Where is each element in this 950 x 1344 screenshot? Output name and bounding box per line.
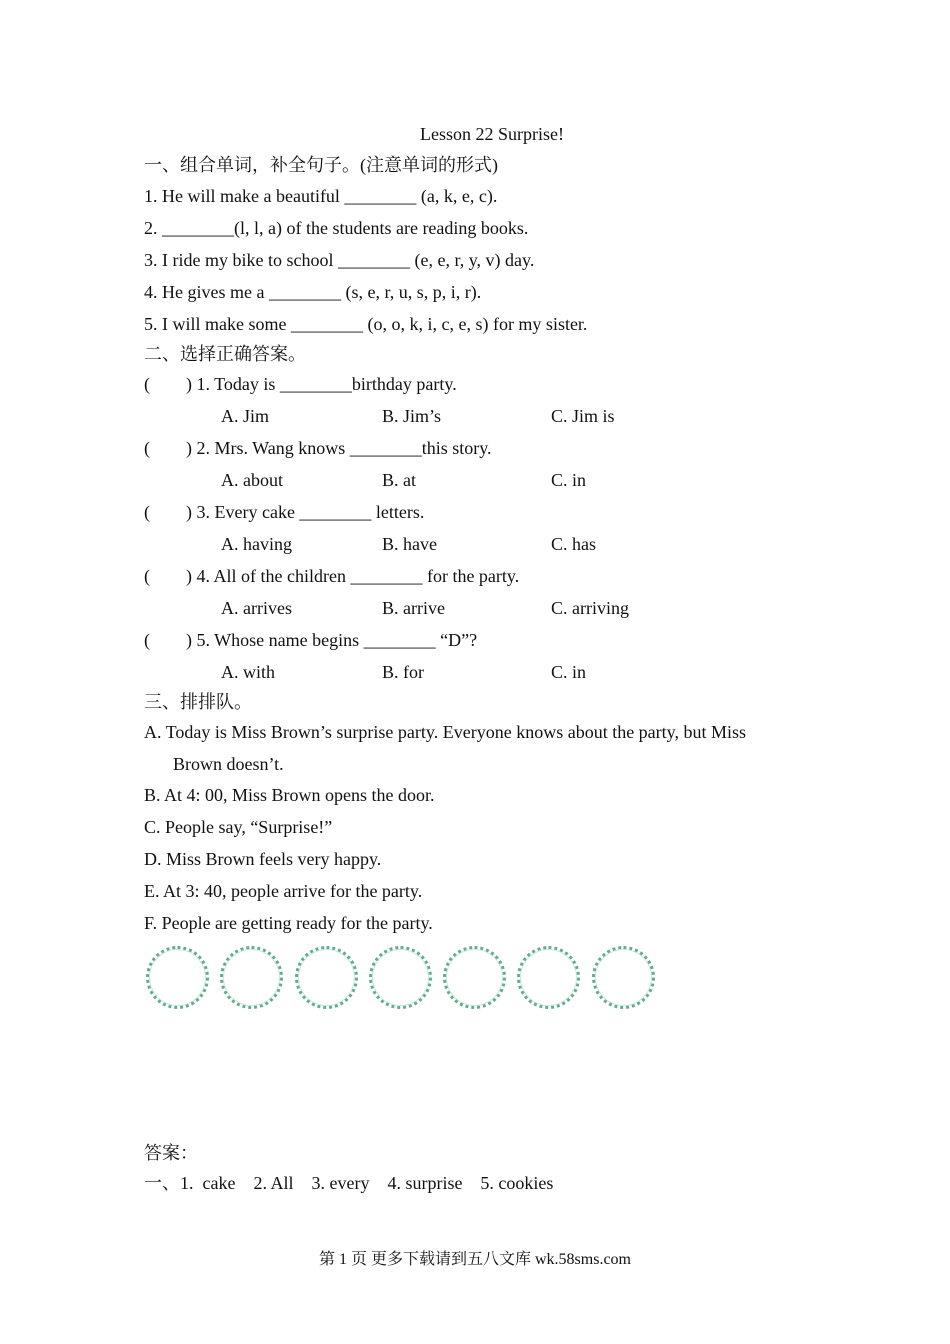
question-4-stem: ( ) 4. All of the children ________ for the party. [144, 566, 520, 586]
lesson-title: Lesson 22 Surprise! [420, 124, 564, 144]
page-footer: 第 1 页 更多下载请到五八文库 wk.58sms.com [318, 1251, 631, 1268]
section1-heading: 一、组合单词，补全句子。(注意单词的形式) [144, 155, 498, 175]
section3-heading: 三、排排队。 [144, 692, 252, 712]
question-3-option-b: B. have [382, 534, 437, 554]
section3-item-f: F. People are getting ready for the party. [144, 913, 433, 933]
answers-line-1: 一、1. cake 2. All 3. every 4. surprise 5. cookies [144, 1173, 554, 1193]
section1-item-2: 2. ________(l, l, a) of the students are reading books. [144, 218, 529, 238]
section3-item-d: D. Miss Brown feels very happy. [144, 849, 382, 869]
section3-item-a-line1: A. Today is Miss Brown’s surprise party. Everyone knows about the party, but Miss [144, 722, 747, 742]
section1-item-1: 1. He will make a beautiful ________ (a, k, e, c). [144, 186, 498, 206]
question-1-option-b: B. Jim’s [382, 406, 442, 426]
question-4-option-b: B. arrive [382, 598, 445, 618]
question-5-option-c: C. in [551, 662, 587, 682]
question-3-option-c: C. has [551, 534, 596, 554]
question-1-stem: ( ) 1. Today is ________birthday party. [144, 374, 457, 394]
question-4-option-c: C. arriving [551, 598, 629, 618]
question-5-option-b: B. for [382, 662, 424, 682]
question-1-option-a: A. Jim [221, 406, 270, 426]
answer-circle-6[interactable] [517, 946, 580, 1009]
section2-heading: 二、选择正确答案。 [144, 344, 306, 364]
answers-heading: 答案： [144, 1143, 198, 1163]
question-5-stem: ( ) 5. Whose name begins ________ “D”? [144, 630, 478, 650]
section3-item-b: B. At 4: 00, Miss Brown opens the door. [144, 785, 435, 805]
section3-item-e: E. At 3: 40, people arrive for the party. [144, 881, 423, 901]
answer-circle-3[interactable] [295, 946, 358, 1009]
question-2-option-c: C. in [551, 470, 587, 490]
question-2-stem: ( ) 2. Mrs. Wang knows ________this story. [144, 438, 492, 458]
question-1-option-c: C. Jim is [551, 406, 615, 426]
question-5-option-a: A. with [221, 662, 275, 682]
question-2-option-b: B. at [382, 470, 416, 490]
answer-circle-7[interactable] [592, 946, 655, 1009]
section1-item-5: 5. I will make some ________ (o, o, k, i, c, e, s) for my sister. [144, 314, 588, 334]
answer-circles [146, 946, 666, 1010]
answer-circle-2[interactable] [220, 946, 283, 1009]
section1-item-3: 3. I ride my bike to school ________ (e, e, r, y, v) day. [144, 250, 535, 270]
section3-item-c: C. People say, “Surprise!” [144, 817, 333, 837]
section3-item-a-line2: Brown doesn’t. [173, 754, 284, 774]
answer-circle-1[interactable] [146, 946, 209, 1009]
answer-circle-4[interactable] [369, 946, 432, 1009]
question-4-option-a: A. arrives [221, 598, 292, 618]
question-3-stem: ( ) 3. Every cake ________ letters. [144, 502, 425, 522]
section3-item-a [144, 716, 806, 780]
section1-item-4: 4. He gives me a ________ (s, e, r, u, s, p, i, r). [144, 282, 482, 302]
question-2-option-a: A. about [221, 470, 283, 490]
question-3-option-a: A. having [221, 534, 292, 554]
answer-circle-5[interactable] [443, 946, 506, 1009]
